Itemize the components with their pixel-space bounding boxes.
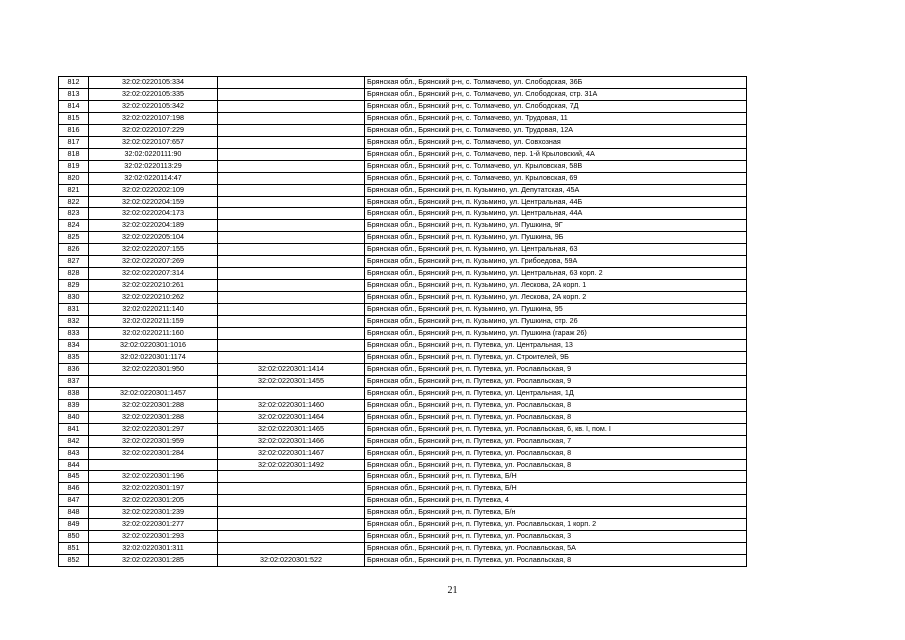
cadastral-number-cell: 32:02:0220301:1457 xyxy=(89,387,218,399)
related-cadastral-number-cell: 32:02:0220301:1467 xyxy=(218,447,365,459)
address-cell: Брянская обл., Брянский р-н, п. Кузьмино, ул. Пушкина (гараж 26) xyxy=(365,328,747,340)
address-cell: Брянская обл., Брянский р-н, п. Кузьмино, ул. Пушкина, 9Г xyxy=(365,220,747,232)
address-cell: Брянская обл., Брянский р-н, п. Путевка, Б/Н xyxy=(365,471,747,483)
cadastral-number-cell: 32:02:0220211:140 xyxy=(89,304,218,316)
row-number-cell: 844 xyxy=(59,459,89,471)
table-row xyxy=(59,411,747,423)
registry-table-body xyxy=(59,77,747,567)
cadastral-number-cell: 32:02:0220105:342 xyxy=(89,100,218,112)
address-cell: Брянская обл., Брянский р-н, п. Путевка, ул. Рославльская, 7 xyxy=(365,435,747,447)
address-cell: Брянская обл., Брянский р-н, п. Путевка, ул. Рославльская, 8 xyxy=(365,447,747,459)
table-row xyxy=(59,112,747,124)
address-cell: Брянская обл., Брянский р-н, п. Путевка, 4 xyxy=(365,495,747,507)
table-row xyxy=(59,399,747,411)
cadastral-number-cell: 32:02:0220301:285 xyxy=(89,555,218,567)
related-cadastral-number-cell xyxy=(218,172,365,184)
row-number-cell: 813 xyxy=(59,88,89,100)
table-row xyxy=(59,555,747,567)
address-cell: Брянская обл., Брянский р-н, п. Кузьмино, ул. Центральная, 63 xyxy=(365,244,747,256)
table-row xyxy=(59,483,747,495)
cadastral-number-cell: 32:02:0220301:297 xyxy=(89,423,218,435)
row-number-cell: 852 xyxy=(59,555,89,567)
cadastral-number-cell: 32:02:0220207:155 xyxy=(89,244,218,256)
related-cadastral-number-cell xyxy=(218,351,365,363)
address-cell: Брянская обл., Брянский р-н, п. Кузьмино, ул. Центральная, 44Б xyxy=(365,196,747,208)
cadastral-number-cell: 32:02:0220301:239 xyxy=(89,507,218,519)
row-number-cell: 814 xyxy=(59,100,89,112)
related-cadastral-number-cell: 32:02:0220301:1464 xyxy=(218,411,365,423)
row-number-cell: 812 xyxy=(59,77,89,89)
cadastral-number-cell: 32:02:0220105:335 xyxy=(89,88,218,100)
cadastral-number-cell: 32:02:0220301:950 xyxy=(89,363,218,375)
related-cadastral-number-cell xyxy=(218,519,365,531)
cadastral-number-cell: 32:02:0220301:959 xyxy=(89,435,218,447)
related-cadastral-number-cell xyxy=(218,256,365,268)
related-cadastral-number-cell xyxy=(218,304,365,316)
related-cadastral-number-cell xyxy=(218,531,365,543)
related-cadastral-number-cell xyxy=(218,495,365,507)
table-row xyxy=(59,304,747,316)
address-cell: Брянская обл., Брянский р-н, п. Путевка, ул. Центральная, 13 xyxy=(365,339,747,351)
cadastral-number-cell: 32:02:0220301:293 xyxy=(89,531,218,543)
cadastral-number-cell xyxy=(89,375,218,387)
table-row xyxy=(59,531,747,543)
row-number-cell: 832 xyxy=(59,316,89,328)
row-number-cell: 845 xyxy=(59,471,89,483)
row-number-cell: 827 xyxy=(59,256,89,268)
table-row xyxy=(59,316,747,328)
table-row xyxy=(59,148,747,160)
cadastral-number-cell: 32:02:0220301:288 xyxy=(89,399,218,411)
cadastral-number-cell: 32:02:0220207:269 xyxy=(89,256,218,268)
related-cadastral-number-cell xyxy=(218,160,365,172)
address-cell: Брянская обл., Брянский р-н, п. Путевка, ул. Рославльская, 6, кв. I, пом. I xyxy=(365,423,747,435)
related-cadastral-number-cell: 32:02:0220301:1455 xyxy=(218,375,365,387)
row-number-cell: 820 xyxy=(59,172,89,184)
address-cell: Брянская обл., Брянский р-н, п. Кузьмино, ул. Пушкина, 95 xyxy=(365,304,747,316)
address-cell: Брянская обл., Брянский р-н, п. Путевка, ул. Рославльская, 9 xyxy=(365,363,747,375)
related-cadastral-number-cell xyxy=(218,292,365,304)
row-number-cell: 851 xyxy=(59,543,89,555)
cadastral-number-cell: 32:02:0220204:159 xyxy=(89,196,218,208)
row-number-cell: 846 xyxy=(59,483,89,495)
address-cell: Брянская обл., Брянский р-н, п. Путевка, ул. Рославльская, 8 xyxy=(365,411,747,423)
related-cadastral-number-cell xyxy=(218,387,365,399)
related-cadastral-number-cell xyxy=(218,328,365,340)
address-cell: Брянская обл., Брянский р-н, с. Толмачево, ул. Слободская, 7Д xyxy=(365,100,747,112)
address-cell: Брянская обл., Брянский р-н, п. Путевка, ул. Строителей, 9Б xyxy=(365,351,747,363)
cadastral-number-cell: 32:02:0220301:1174 xyxy=(89,351,218,363)
table-row xyxy=(59,543,747,555)
related-cadastral-number-cell: 32:02:0220301:1414 xyxy=(218,363,365,375)
table-row xyxy=(59,208,747,220)
cadastral-number-cell: 32:02:0220204:173 xyxy=(89,208,218,220)
row-number-cell: 843 xyxy=(59,447,89,459)
cadastral-number-cell: 32:02:0220207:314 xyxy=(89,268,218,280)
row-number-cell: 833 xyxy=(59,328,89,340)
cadastral-number-cell: 32:02:0220301:284 xyxy=(89,447,218,459)
row-number-cell: 825 xyxy=(59,232,89,244)
table-row xyxy=(59,280,747,292)
address-cell: Брянская обл., Брянский р-н, п. Кузьмино, ул. Лескова, 2А корп. 2 xyxy=(365,292,747,304)
related-cadastral-number-cell xyxy=(218,136,365,148)
cadastral-number-cell: 32:02:0220301:205 xyxy=(89,495,218,507)
cadastral-number-cell: 32:02:0220211:160 xyxy=(89,328,218,340)
related-cadastral-number-cell: 32:02:0220301:1466 xyxy=(218,435,365,447)
address-cell: Брянская обл., Брянский р-н, с. Толмачево, ул. Слободская, 36Б xyxy=(365,77,747,89)
related-cadastral-number-cell xyxy=(218,244,365,256)
address-cell: Брянская обл., Брянский р-н, с. Толмачево, ул. Трудовая, 12А xyxy=(365,124,747,136)
cadastral-number-cell: 32:02:0220301:197 xyxy=(89,483,218,495)
row-number-cell: 831 xyxy=(59,304,89,316)
table-row xyxy=(59,77,747,89)
table-row xyxy=(59,471,747,483)
address-cell: Брянская обл., Брянский р-н, п. Путевка, ул. Рославльская, 8 xyxy=(365,459,747,471)
row-number-cell: 839 xyxy=(59,399,89,411)
table-row xyxy=(59,519,747,531)
row-number-cell: 816 xyxy=(59,124,89,136)
cadastral-number-cell: 32:02:0220107:198 xyxy=(89,112,218,124)
row-number-cell: 819 xyxy=(59,160,89,172)
cadastral-number-cell: 32:02:0220111:90 xyxy=(89,148,218,160)
row-number-cell: 836 xyxy=(59,363,89,375)
cadastral-number-cell xyxy=(89,459,218,471)
table-row xyxy=(59,100,747,112)
address-cell: Брянская обл., Брянский р-н, с. Толмачево, пер. 1-й Крыловский, 4А xyxy=(365,148,747,160)
cadastral-number-cell: 32:02:0220211:159 xyxy=(89,316,218,328)
related-cadastral-number-cell xyxy=(218,100,365,112)
table-row xyxy=(59,232,747,244)
row-number-cell: 837 xyxy=(59,375,89,387)
table-row xyxy=(59,172,747,184)
table-row xyxy=(59,256,747,268)
row-number-cell: 849 xyxy=(59,519,89,531)
related-cadastral-number-cell xyxy=(218,232,365,244)
address-cell: Брянская обл., Брянский р-н, п. Кузьмино, ул. Лескова, 2А корп. 1 xyxy=(365,280,747,292)
address-cell: Брянская обл., Брянский р-н, п. Путевка, ул. Рославльская, 1 корп. 2 xyxy=(365,519,747,531)
address-cell: Брянская обл., Брянский р-н, п. Путевка, ул. Рославльская, 9 xyxy=(365,375,747,387)
address-cell: Брянская обл., Брянский р-н, п. Кузьмино, ул. Грибоедова, 59А xyxy=(365,256,747,268)
related-cadastral-number-cell xyxy=(218,543,365,555)
cadastral-number-cell: 32:02:0220107:229 xyxy=(89,124,218,136)
row-number-cell: 848 xyxy=(59,507,89,519)
table-row xyxy=(59,339,747,351)
cadastral-number-cell: 32:02:0220301:196 xyxy=(89,471,218,483)
address-cell: Брянская обл., Брянский р-н, п. Путевка, ул. Центральная, 1Д xyxy=(365,387,747,399)
related-cadastral-number-cell xyxy=(218,268,365,280)
cadastral-number-cell: 32:02:0220105:334 xyxy=(89,77,218,89)
table-row xyxy=(59,435,747,447)
row-number-cell: 823 xyxy=(59,208,89,220)
related-cadastral-number-cell xyxy=(218,507,365,519)
table-row xyxy=(59,88,747,100)
related-cadastral-number-cell xyxy=(218,88,365,100)
address-cell: Брянская обл., Брянский р-н, п. Кузьмино, ул. Центральная, 44А xyxy=(365,208,747,220)
related-cadastral-number-cell xyxy=(218,280,365,292)
cadastral-number-cell: 32:02:0220202:109 xyxy=(89,184,218,196)
related-cadastral-number-cell xyxy=(218,184,365,196)
registry-table xyxy=(58,76,747,567)
page-number: 21 xyxy=(447,585,458,596)
address-cell: Брянская обл., Брянский р-н, с. Толмачево, ул. Крыловская, 69 xyxy=(365,172,747,184)
table-row xyxy=(59,495,747,507)
table-row xyxy=(59,387,747,399)
related-cadastral-number-cell xyxy=(218,339,365,351)
table-row xyxy=(59,459,747,471)
row-number-cell: 826 xyxy=(59,244,89,256)
address-cell: Брянская обл., Брянский р-н, п. Кузьмино, ул. Пушкина, 9Б xyxy=(365,232,747,244)
address-cell: Брянская обл., Брянский р-н, с. Толмачево, ул. Крыловская, 58В xyxy=(365,160,747,172)
related-cadastral-number-cell xyxy=(218,77,365,89)
related-cadastral-number-cell xyxy=(218,112,365,124)
cadastral-number-cell: 32:02:0220301:1016 xyxy=(89,339,218,351)
address-cell: Брянская обл., Брянский р-н, с. Толмачево, ул. Слободская, стр. 31А xyxy=(365,88,747,100)
table-row xyxy=(59,196,747,208)
table-row xyxy=(59,351,747,363)
cadastral-number-cell: 32:02:0220204:189 xyxy=(89,220,218,232)
cadastral-number-cell: 32:02:0220301:311 xyxy=(89,543,218,555)
row-number-cell: 830 xyxy=(59,292,89,304)
related-cadastral-number-cell: 32:02:0220301:1465 xyxy=(218,423,365,435)
row-number-cell: 847 xyxy=(59,495,89,507)
address-cell: Брянская обл., Брянский р-н, п. Путевка, ул. Рославльская, 3 xyxy=(365,531,747,543)
table-row xyxy=(59,268,747,280)
row-number-cell: 835 xyxy=(59,351,89,363)
table-row xyxy=(59,375,747,387)
table-row xyxy=(59,292,747,304)
row-number-cell: 840 xyxy=(59,411,89,423)
row-number-cell: 821 xyxy=(59,184,89,196)
cadastral-number-cell: 32:02:0220301:288 xyxy=(89,411,218,423)
cadastral-number-cell: 32:02:0220210:261 xyxy=(89,280,218,292)
address-cell: Брянская обл., Брянский р-н, п. Путевка, ул. Рославльская, 5А xyxy=(365,543,747,555)
table-row xyxy=(59,160,747,172)
address-cell: Брянская обл., Брянский р-н, п. Путевка, Б/н xyxy=(365,507,747,519)
cadastral-number-cell: 32:02:0220107:657 xyxy=(89,136,218,148)
row-number-cell: 841 xyxy=(59,423,89,435)
row-number-cell: 842 xyxy=(59,435,89,447)
row-number-cell: 834 xyxy=(59,339,89,351)
cadastral-number-cell: 32:02:0220210:262 xyxy=(89,292,218,304)
row-number-cell: 817 xyxy=(59,136,89,148)
table-row xyxy=(59,184,747,196)
cadastral-number-cell: 32:02:0220205:104 xyxy=(89,232,218,244)
address-cell: Брянская обл., Брянский р-н, п. Кузьмино, ул. Пушкина, стр. 26 xyxy=(365,316,747,328)
cadastral-number-cell: 32:02:0220113:29 xyxy=(89,160,218,172)
related-cadastral-number-cell: 32:02:0220301:1460 xyxy=(218,399,365,411)
cadastral-number-cell: 32:02:0220301:277 xyxy=(89,519,218,531)
related-cadastral-number-cell xyxy=(218,471,365,483)
related-cadastral-number-cell xyxy=(218,316,365,328)
table-row xyxy=(59,328,747,340)
table-row xyxy=(59,136,747,148)
table-row xyxy=(59,363,747,375)
address-cell: Брянская обл., Брянский р-н, п. Кузьмино, ул. Центральная, 63 корп. 2 xyxy=(365,268,747,280)
row-number-cell: 822 xyxy=(59,196,89,208)
address-cell: Брянская обл., Брянский р-н, с. Толмачево, ул. Совхозная xyxy=(365,136,747,148)
row-number-cell: 824 xyxy=(59,220,89,232)
related-cadastral-number-cell xyxy=(218,196,365,208)
row-number-cell: 850 xyxy=(59,531,89,543)
related-cadastral-number-cell xyxy=(218,124,365,136)
related-cadastral-number-cell: 32:02:0220301:1492 xyxy=(218,459,365,471)
address-cell: Брянская обл., Брянский р-н, с. Толмачево, ул. Трудовая, 11 xyxy=(365,112,747,124)
table-row xyxy=(59,507,747,519)
row-number-cell: 815 xyxy=(59,112,89,124)
table-row xyxy=(59,124,747,136)
related-cadastral-number-cell xyxy=(218,483,365,495)
row-number-cell: 818 xyxy=(59,148,89,160)
table-row xyxy=(59,423,747,435)
address-cell: Брянская обл., Брянский р-н, п. Путевка, ул. Рославльская, 8 xyxy=(365,399,747,411)
cadastral-number-cell: 32:02:0220114:47 xyxy=(89,172,218,184)
related-cadastral-number-cell: 32:02:0220301:522 xyxy=(218,555,365,567)
address-cell: Брянская обл., Брянский р-н, п. Путевка, ул. Рославльская, 8 xyxy=(365,555,747,567)
related-cadastral-number-cell xyxy=(218,148,365,160)
table-row xyxy=(59,220,747,232)
table-row xyxy=(59,244,747,256)
row-number-cell: 828 xyxy=(59,268,89,280)
row-number-cell: 838 xyxy=(59,387,89,399)
address-cell: Брянская обл., Брянский р-н, п. Кузьмино, ул. Депутатская, 45А xyxy=(365,184,747,196)
row-number-cell: 829 xyxy=(59,280,89,292)
related-cadastral-number-cell xyxy=(218,220,365,232)
table-row xyxy=(59,447,747,459)
address-cell: Брянская обл., Брянский р-н, п. Путевка, Б/Н xyxy=(365,483,747,495)
related-cadastral-number-cell xyxy=(218,208,365,220)
